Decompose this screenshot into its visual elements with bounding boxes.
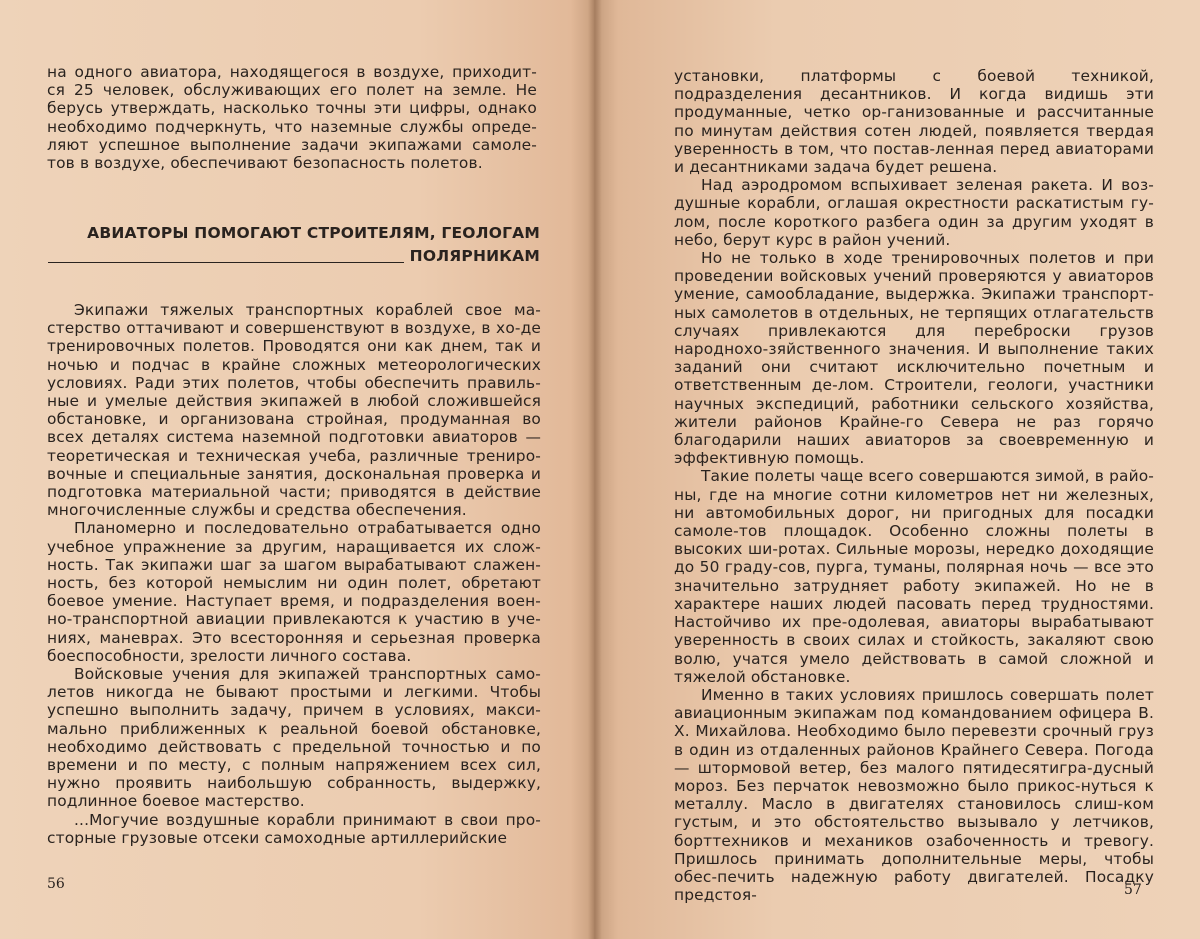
paragraph: Войсковые учения для экипажей транспортных само-летов никогда не бывают простыми и легкими. Чтобы успешно выполнить задачу, причем в условиях, макси-мально приближенных к реальной боевой обстановке, необходимо действовать с предельной точностью и по времени и по месту, с полным напряжением всех сил, нужно проявить наибольшую собранность, выдержку, подлинное боевое мастерство. xyxy=(47,665,541,811)
paragraph: Экипажи тяжелых транспортных кораблей свое ма-стерство оттачивают и совершенствуют в воздухе, в хо-де тренировочных полетов. Проводятся они как днем, так и ночью и подчас в крайне сложных метеорологических условиях. Ради этих полетов, чтобы обеспечить правиль-ные и умелые действия экипажей в любой сложившейся обстановке, и организована стройная, продуманная во всех деталях система наземной подготовки авиаторов — теоретическая и техническая учеба, различные трениро-вочные и специальные занятия, доскональная проверка и подготовка материальной части; приводятся в действие многочисленные службы и средства обеспечения. xyxy=(47,301,541,520)
paragraph: на одного авиатора, находящегося в воздухе, приходит-ся 25 человек, обслуживающих его полет на земле. Не берусь утверждать, насколько точны эти цифры, однако необходимо подчеркнуть, что наземные службы опреде-ляют успешное выполнение задачи экипажами самоле-тов в воздухе, обеспечивают безопасность полетов. xyxy=(47,63,537,173)
left-page-body xyxy=(47,301,541,847)
section-heading-line-2-row xyxy=(48,245,540,268)
paragraph: Но не только в ходе тренировочных полетов и при проведении войсковых учений проверяются у авиаторов умение, самообладание, выдержка. Экипажи транспорт-ных самолетов в отдельных, не терпящих отлагательств случаях привлекаются для переброски грузов народнохо-зяйственного значения. И выполнение таких заданий они считают исключительно почетным и ответственным де-лом. Строители, геологи, участники научных экспедиций, работники сельского хозяйства, жители районов Крайне-го Севера не раз горячо благодарили наших авиаторов за своевременную и эффективную помощь. xyxy=(674,249,1154,468)
left-page-top-text xyxy=(47,63,537,172)
page-number-left: 56 xyxy=(47,876,65,892)
paragraph: Именно в таких условиях пришлось совершать полет авиационным экипажам под командованием офицера В. Х. Михайлова. Необходимо было перевезти срочный груз в один из отдаленных районов Крайнего Севера. Погода — штормовой ветер, без малого пятидесятигра-дусный мороз. Без перчаток невозможно было прикос-нуться к металлу. Масло в двигателях становилось слиш-ком густым, и это обстоятельство вызывало у летчиков, борттехников и механиков озабоченность и тревогу. Пришлось принимать дополнительные меры, чтобы обес-печить надежную работу двигателей. Посадку предстоя- xyxy=(674,685,1154,905)
paragraph: Планомерно и последовательно отрабатывается одно учебное упражнение за другим, наращивается их слож-ность. Так экипажи шаг за шагом вырабатывают слажен-ность, без которой немыслим ни один полет, обретают боевое умение. Наступает время, и подразделения воен-но-транспортной авиации привлекаются к участию в уче-ниях, маневрах. Это всесторонняя и серьезная проверка боеспособности, зрелости личного состава. xyxy=(47,519,541,665)
paragraph: Такие полеты чаще всего совершаются зимой, в райо-ны, где на многие сотни километров нет ни железных, ни автомобильных дорог, ни пригодных для посадки самоле-тов площадок. Особенно сложны полеты в высоких ши-ротах. Сильные морозы, нередко доходящие до 50 граду-сов, пурга, туманы, полярная ночь — все это значительно затрудняет работу экипажей. Но не в характере наших людей пасовать перед трудностями. Настойчиво их пре-одолевая, авиаторы вырабатывают уверенность в своих силах и стойкость, закаляют свою волю, учатся умело действовать в самой сложной и тяжелой обстановке. xyxy=(674,467,1154,686)
paragraph: Над аэродромом вспыхивает зеленая ракета. И воз-душные корабли, оглашая окрестности раскатистым гу-лом, после короткого разбега один за другим уходят в небо, берут курс в район учений. xyxy=(674,176,1154,249)
left-page xyxy=(0,0,594,939)
paragraph: установки, платформы с боевой техникой, подразделения десантников. И когда видишь эти продуманные, четко ор-ганизованные и рассчитанные по минутам действия сотен людей, появляется твердая уверенность в том, что постав-ленная перед авиаторами и десантниками задача будет решена. xyxy=(674,67,1154,177)
heading-rule xyxy=(48,262,404,263)
book-gutter xyxy=(588,0,602,939)
right-page-body xyxy=(674,67,1154,904)
paragraph: ...Могучие воздушные корабли принимают в свои про-сторные грузовые отсеки самоходные артиллерийские xyxy=(47,810,541,847)
section-heading xyxy=(48,222,540,268)
section-heading-line-2: ПОЛЯРНИКАМ xyxy=(409,247,540,265)
section-heading-line-1: АВИАТОРЫ ПОМОГАЮТ СТРОИТЕЛЯМ, ГЕОЛОГАМ xyxy=(87,224,540,242)
page-number-right: 57 xyxy=(1124,882,1142,898)
